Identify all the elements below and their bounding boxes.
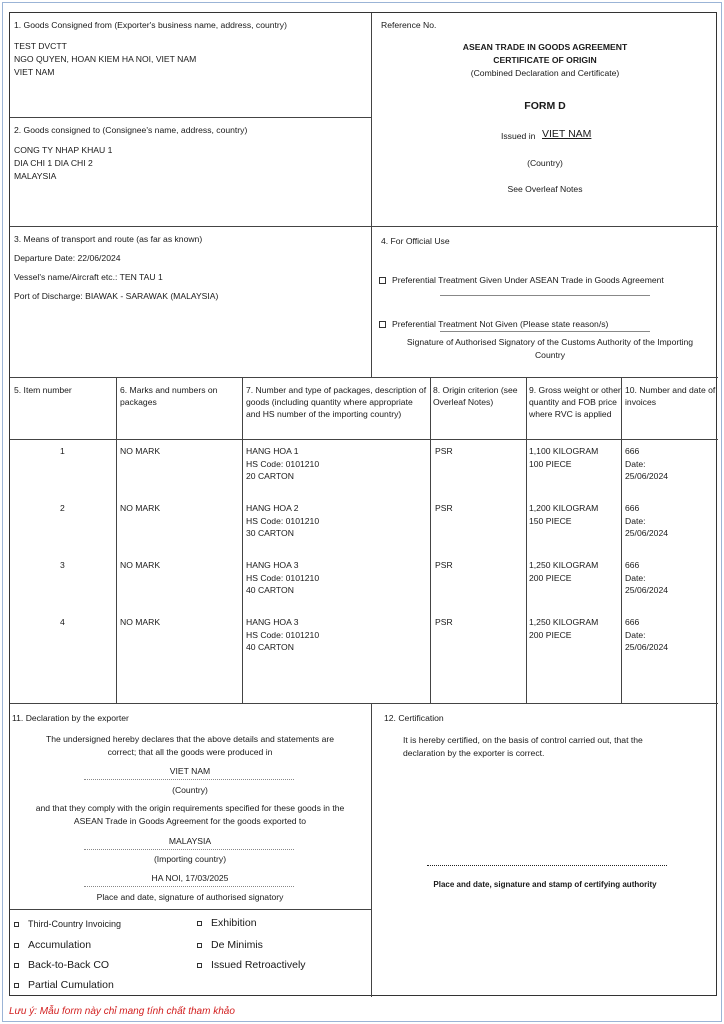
accumulation-label: Accumulation <box>28 939 92 951</box>
item-quantity: 1,250 KILOGRAM 200 PIECE <box>529 560 599 583</box>
form-title-2: CERTIFICATE OF ORIGIN <box>493 55 597 65</box>
departure-date: Departure Date: 22/06/2024 <box>14 253 121 263</box>
form-name: FORM D <box>524 100 566 112</box>
country-caption-box11: (Country) <box>172 785 208 795</box>
declaration-importing-country: MALAYSIA <box>168 836 212 846</box>
place-line <box>84 886 294 887</box>
country-caption: (Country) <box>527 158 563 168</box>
option-third-country[interactable] <box>14 918 121 931</box>
divider-table-bottom <box>10 703 718 704</box>
footnote: Lưu ý: Mẫu form này chỉ mang tính chất tham khảo <box>9 1006 235 1017</box>
item-invoice: 666 Date: 25/06/2024 <box>625 560 669 595</box>
form-title-1: ASEAN TRADE IN GOODS AGREEMENT <box>462 42 628 52</box>
box4-label: 4. For Official Use <box>381 236 450 246</box>
item-quantity: 1,100 KILOGRAM 100 PIECE <box>529 446 599 469</box>
item-marks: NO MARK <box>120 560 161 570</box>
certification-line <box>427 865 667 866</box>
divider-box2-box3 <box>10 226 718 227</box>
item-marks: NO MARK <box>120 617 161 627</box>
item-quantity: 1,250 KILOGRAM 200 PIECE <box>529 617 599 640</box>
item-number: 3 <box>60 560 65 570</box>
reference-label: Reference No. <box>381 20 437 30</box>
item-goods: HANG HOA 3 HS Code: 0101210 40 CARTON <box>246 617 320 652</box>
declaration-place-date: HA NOI, 17/03/2025 <box>151 873 229 883</box>
col-header-quantity: 9. Gross weight or other quantity and FOB price where RVC is applied <box>529 385 621 419</box>
option-accumulation[interactable] <box>14 939 91 952</box>
certification-caption: Place and date, signature and stamp of certifying authority <box>433 880 657 889</box>
form-subtitle: (Combined Declaration and Certificate) <box>470 68 620 78</box>
back-to-back-checkbox[interactable] <box>14 963 19 968</box>
col-divider-10 <box>621 377 622 703</box>
option-de-minimis[interactable] <box>197 939 263 952</box>
item-number: 4 <box>60 617 65 627</box>
exhibition-label: Exhibition <box>211 917 257 929</box>
box11-label: 11. Declaration by the exporter <box>12 713 129 723</box>
issued-in-country: VIET NAM <box>542 128 592 140</box>
col-header-goods: 7. Number and type of packages, description of goods (including quantity where appropriate and HS number of the importing country) <box>246 385 427 419</box>
pref-given-line <box>440 295 650 296</box>
pref-given-label: Preferential Treatment Given Under ASEAN Trade in Goods Agreement <box>392 274 664 285</box>
option-exhibition[interactable] <box>197 917 257 930</box>
divider-box1-box2 <box>10 117 371 118</box>
declaration-country: VIET NAM <box>169 766 211 776</box>
partial-cumulation-checkbox[interactable] <box>14 983 19 988</box>
partial-cumulation-label: Partial Cumulation <box>28 979 114 991</box>
exporter-name: TEST DVCTT <box>14 41 67 51</box>
customs-signature-caption: Signature of Authorised Signatory of the Customs Authority of the Importing Country <box>406 337 694 360</box>
col-header-criterion: 8. Origin criterion (see Overleaf Notes) <box>433 385 518 407</box>
item-number: 2 <box>60 503 65 513</box>
exhibition-checkbox[interactable] <box>197 921 202 926</box>
item-goods: HANG HOA 3 HS Code: 0101210 40 CARTON <box>246 560 320 595</box>
pref-not-given-line <box>440 331 650 332</box>
issued-in-label: Issued in <box>501 131 536 141</box>
vessel-name: Vessel's name/Aircraft etc.: TEN TAU 1 <box>14 272 163 282</box>
pref-not-given-row <box>379 305 699 330</box>
divider-box11-options <box>10 909 371 910</box>
accumulation-checkbox[interactable] <box>14 943 19 948</box>
item-invoice: 666 Date: 25/06/2024 <box>625 617 669 652</box>
col-divider-6 <box>116 377 117 703</box>
item-marks: NO MARK <box>120 503 161 513</box>
port-of-discharge: Port of Discharge: BIAWAK - SARAWAK (MALAYSIA) <box>14 291 219 301</box>
divider-vertical-bottom <box>371 703 372 997</box>
item-invoice: 666 Date: 25/06/2024 <box>625 446 669 481</box>
col-header-item-number: 5. Item number <box>14 385 72 395</box>
pref-not-given-label: Preferential Treatment Not Given (Please state reason/s) <box>392 318 609 329</box>
option-retroactively[interactable] <box>197 959 306 972</box>
item-criterion: PSR <box>435 617 453 627</box>
box1-label: 1. Goods Consigned from (Exporter's business name, address, country) <box>14 20 287 30</box>
pref-given-checkbox[interactable] <box>379 277 386 284</box>
de-minimis-label: De Minimis <box>211 939 263 951</box>
item-quantity: 1,200 KILOGRAM 150 PIECE <box>529 503 599 526</box>
item-goods: HANG HOA 2 HS Code: 0101210 30 CARTON <box>246 503 320 538</box>
declaration-text-2: and that they comply with the origin requirements specified for these goods in the ASEAN Trade in Goods Agreement for the goods exported to <box>35 803 345 826</box>
exporter-country: VIET NAM <box>14 67 55 77</box>
item-marks: NO MARK <box>120 446 161 456</box>
back-to-back-label: Back-to-Back CO <box>28 959 110 971</box>
box2-label: 2. Goods consigned to (Consignee's name, address, country) <box>14 125 248 135</box>
declaration-text-1: The undersigned hereby declares that the above details and statements are correct; that all the goods were produced in <box>45 734 335 757</box>
box12-label: 12. Certification <box>384 713 444 723</box>
col-header-invoices: 10. Number and date of invoices <box>625 385 716 407</box>
option-partial-cumulation[interactable] <box>14 979 114 992</box>
item-invoice: 666 Date: 25/06/2024 <box>625 503 669 538</box>
retroactively-checkbox[interactable] <box>197 963 202 968</box>
consignee-country: MALAYSIA <box>14 171 57 181</box>
importing-line <box>84 849 294 850</box>
retroactively-label: Issued Retroactively <box>211 959 306 971</box>
pref-given-row <box>379 261 679 286</box>
item-goods: HANG HOA 1 HS Code: 0101210 20 CARTON <box>246 446 320 481</box>
item-criterion: PSR <box>435 446 453 456</box>
box3-label: 3. Means of transport and route (as far as known) <box>14 234 203 244</box>
third-country-label: Third-Country Invoicing <box>28 919 122 929</box>
place-caption: Place and date, signature of authorised signatory <box>96 892 284 902</box>
item-criterion: PSR <box>435 560 453 570</box>
consignee-address: DIA CHI 1 DIA CHI 2 <box>14 158 93 168</box>
item-number: 1 <box>60 446 65 456</box>
certificate-form <box>9 12 717 996</box>
item-criterion: PSR <box>435 503 453 513</box>
country-line <box>84 779 294 780</box>
importing-caption: (Importing country) <box>153 854 227 864</box>
consignee-name: CONG TY NHAP KHAU 1 <box>14 145 113 155</box>
col-divider-9 <box>526 377 527 703</box>
option-back-to-back[interactable] <box>14 959 109 972</box>
col-header-marks: 6. Marks and numbers on packages <box>120 385 218 407</box>
pref-not-given-checkbox[interactable] <box>379 321 386 328</box>
overleaf-notes: See Overleaf Notes <box>507 184 583 194</box>
certification-text: It is hereby certified, on the basis of control carried out, that the declaration by the exporter is correct. <box>403 735 643 758</box>
third-country-checkbox[interactable] <box>14 922 19 927</box>
col-divider-8 <box>430 377 431 703</box>
col-divider-7 <box>242 377 243 703</box>
de-minimis-checkbox[interactable] <box>197 943 202 948</box>
exporter-address: NGO QUYEN, HOAN KIEM HA NOI, VIET NAM <box>14 54 197 64</box>
